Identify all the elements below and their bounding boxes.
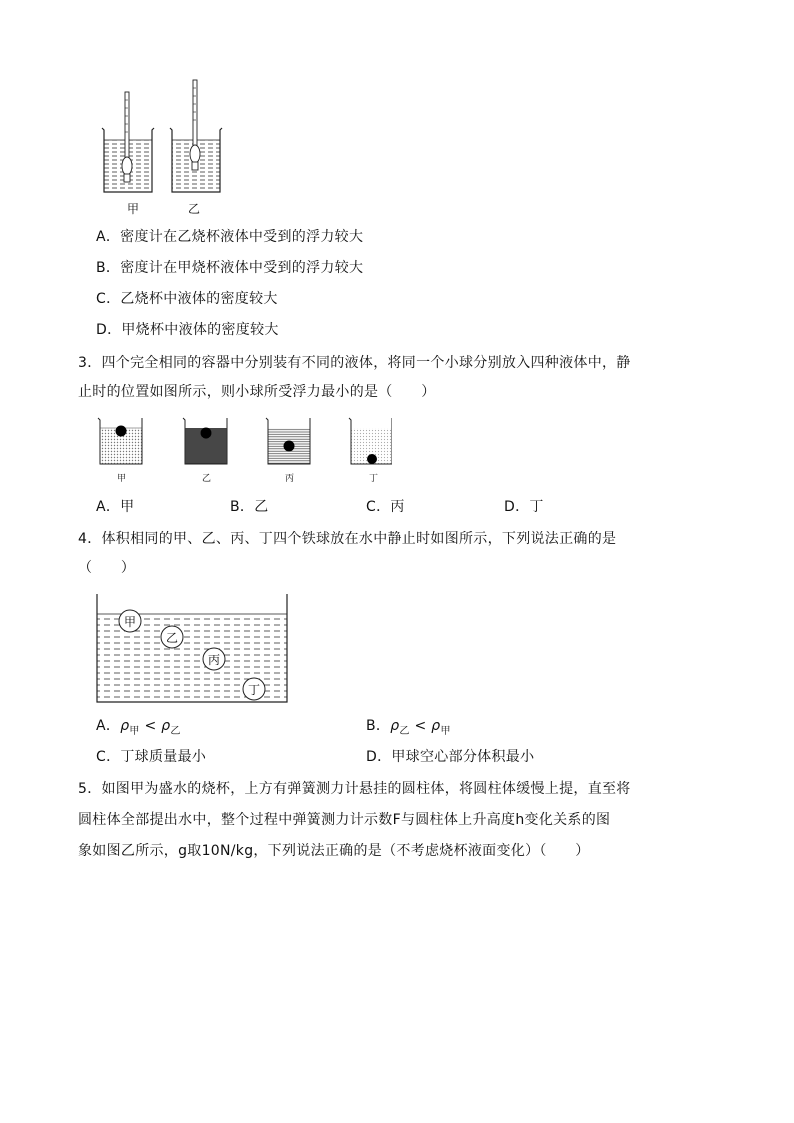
q4-option-c[interactable]: C．丁球质量最小 [96, 749, 207, 765]
q2-option-b[interactable]: B．密度计在甲烧杯液体中受到的浮力较大 [96, 260, 364, 276]
container-label-yi: 乙 [202, 474, 212, 484]
container-label-bing: 丙 [285, 474, 295, 484]
q3-option-c[interactable]: C．丙 [366, 499, 405, 515]
q5-stem-line-2: 圆柱体全部提出水中，整个过程中弹簧测力计示数F与圆柱体上升高度h变化关系的图 [78, 812, 611, 828]
beaker-jia [102, 92, 154, 192]
container-yi [183, 418, 227, 464]
q3-stem-line-1: 3．四个完全相同的容器中分别装有不同的液体，将同一个小球分别放入四种液体中，静 [78, 355, 631, 371]
q2-option-d[interactable]: D．甲烧杯中液体的密度较大 [96, 322, 279, 338]
q4-stem-line-1: 4．体积相同的甲、乙、丙、丁四个铁球放在水中静止时如图所示，下列说法正确的是 [78, 531, 617, 547]
ball-label-ding: 丁 [248, 683, 261, 697]
container-ding [349, 418, 392, 464]
beaker-yi [170, 80, 222, 192]
container-label-jia: 甲 [117, 474, 127, 484]
q3-option-d[interactable]: D．丁 [504, 499, 544, 515]
container-bing [266, 418, 310, 464]
q2-option-c[interactable]: C．乙烧杯中液体的密度较大 [96, 291, 278, 307]
q4-option-a[interactable]: A．$\rho_甲 < \rho_乙$ [96, 718, 181, 737]
hydrometer-beakers-figure [96, 78, 226, 196]
container-jia [98, 418, 142, 464]
q4-option-b[interactable]: B．$\rho_乙 < \rho_甲$ [366, 718, 451, 737]
ball-label-yi: 乙 [166, 631, 179, 645]
q3-option-b[interactable]: B．乙 [230, 499, 269, 515]
q4-stem-line-2: （ ） [78, 560, 136, 576]
q3-option-a[interactable]: A．甲 [96, 499, 135, 515]
iron-balls-tank-figure [94, 592, 290, 706]
four-containers-figure [92, 414, 392, 472]
q2-option-a[interactable]: A．密度计在乙烧杯液体中受到的浮力较大 [96, 229, 364, 245]
ball-label-bing: 丙 [208, 653, 221, 667]
container-label-ding: 丁 [369, 474, 379, 484]
q3-stem-line-2: 止时的位置如图所示，则小球所受浮力最小的是（ ） [78, 384, 436, 400]
figure-label-yi: 乙 [188, 202, 201, 216]
figure-label-jia: 甲 [127, 202, 140, 216]
q4-option-d[interactable]: D．甲球空心部分体积最小 [366, 749, 535, 765]
q5-stem-line-3: 象如图乙所示，g取10N/kg，下列说法正确的是（不考虑烧杯液面变化）（ ） [78, 843, 590, 859]
q5-stem-line-1: 5．如图甲为盛水的烧杯，上方有弹簧测力计悬挂的圆柱体，将圆柱体缓慢上提，直至将 [78, 781, 631, 797]
ball-label-jia: 甲 [124, 615, 137, 629]
